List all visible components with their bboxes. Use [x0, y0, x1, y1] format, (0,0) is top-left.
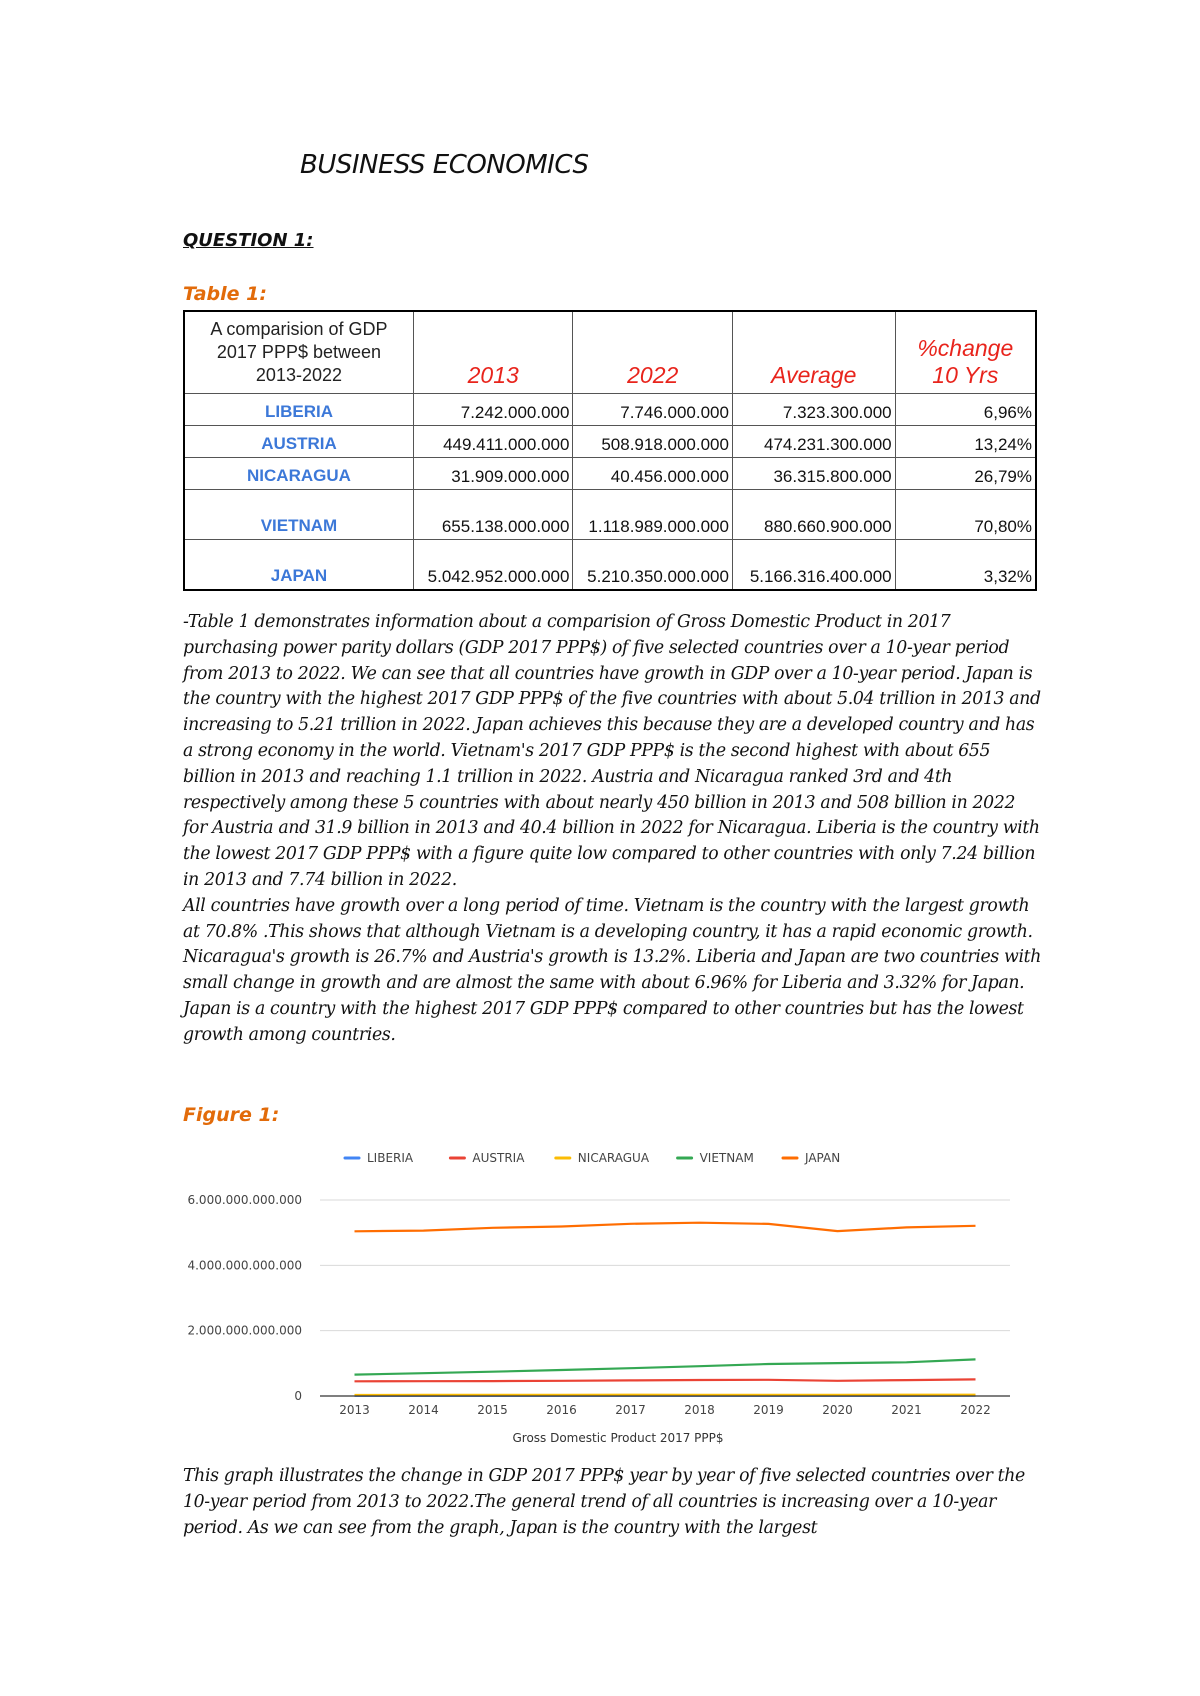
chart-legend — [345, 1151, 840, 1165]
series-line-austria — [355, 1379, 976, 1381]
value-2022-cell: 40.456.000.000 — [573, 458, 733, 490]
country-cell: AUSTRIA — [184, 426, 413, 458]
x-tick-label: 2017 — [615, 1403, 646, 1417]
pct-change-cell: 13,24% — [895, 426, 1036, 458]
x-tick-label: 2019 — [753, 1403, 784, 1417]
table-label: Table 1: — [183, 283, 267, 305]
chart-gridlines — [320, 1200, 1010, 1331]
country-cell: NICARAGUA — [184, 458, 413, 490]
average-cell: 36.315.800.000 — [732, 458, 895, 490]
figure-label: Figure 1: — [183, 1104, 280, 1126]
table-row — [184, 426, 1036, 458]
y-tick-label: 6.000.000.000.000 — [187, 1193, 302, 1207]
col-header-average: Average — [732, 311, 895, 394]
paragraph-graph-description: This graph illustrates the change in GDP 2017 PPP$ year by year of five selected countries over the 10-year period from 2013 to 2022.The general trend of all countries is increasing over a 10-year period. As we can see from the graph, Japan is the country with the largest — [183, 1466, 1025, 1538]
corner-line: 2017 PPP$ between — [216, 342, 382, 362]
x-axis-title: Gross Domestic Product 2017 PPP$ — [512, 1431, 724, 1445]
corner-line: A comparision of GDP — [210, 319, 388, 339]
table-row — [184, 394, 1036, 426]
page-title: BUSINESS ECONOMICS — [300, 150, 589, 180]
legend-label: JAPAN — [805, 1151, 841, 1165]
table-header-row — [184, 311, 1036, 394]
x-tick-label: 2022 — [960, 1403, 991, 1417]
average-cell: 474.231.300.000 — [732, 426, 895, 458]
col-header-2022: 2022 — [573, 311, 733, 394]
value-2013-cell: 655.138.000.000 — [413, 490, 573, 540]
country-cell: VIETNAM — [184, 490, 413, 540]
value-2013-cell: 31.909.000.000 — [413, 458, 573, 490]
value-2013-cell: 7.242.000.000 — [413, 394, 573, 426]
value-2022-cell: 5.210.350.000.000 — [573, 540, 733, 590]
x-tick-label: 2016 — [546, 1403, 577, 1417]
x-tick-label: 2018 — [684, 1403, 715, 1417]
pct-change-cell: 26,79% — [895, 458, 1036, 490]
chart-series — [355, 1223, 976, 1396]
col-header-pct-change — [895, 311, 1036, 394]
pct-change-cell: 6,96% — [895, 394, 1036, 426]
legend-label: VIETNAM — [699, 1151, 754, 1165]
series-line-japan — [355, 1223, 976, 1232]
gdp-table — [183, 310, 1037, 591]
paragraph-table-description: -Table 1 demonstrates information about a comparision of Gross Domestic Product in 2017 purchasing power parity dollars (GDP 2017 PPP$) of five selected countries over a 10-year period from 2013 to 2022. We can see that all countries have growth in GDP over a 10-year period. Japan is the country with the highest 2017 GDP PPP$ of the five countries with about 5.04 trillion in 2013 and increasing to 5.21 trillion in 2022. Japan achieves this because they are a developed country and has a strong economy in the world. Vietnam's 2017 GDP PPP$ is the second highest with about 655 billion in 2013 and reaching 1.1 trillion in 2022. Austria and Nicaragua ranked 3rd and 4th respectively among these 5 countries with about nearly 450 billion in 2013 and 508 billion in 2022 for Austria and 31.9 billion in 2013 and 40.4 billion in 2022 for Nicaragua. Liberia is the country with the lowest 2017 GDP PPP$ with a figure quite low compared to other countries with only 7.24 billion in 2013 and 7.74 billion in 2022. — [183, 612, 1041, 890]
question-heading: QUESTION 1: — [183, 230, 314, 251]
y-tick-label: 2.000.000.000.000 — [187, 1323, 302, 1338]
x-tick-label: 2020 — [822, 1403, 853, 1417]
pct-change-cell: 70,80% — [895, 490, 1036, 540]
table-row — [184, 458, 1036, 490]
table-row — [184, 490, 1036, 540]
value-2022-cell: 508.918.000.000 — [573, 426, 733, 458]
country-cell: JAPAN — [184, 540, 413, 590]
legend-label: AUSTRIA — [472, 1151, 525, 1165]
graph-description — [183, 1464, 1043, 1541]
country-cell: LIBERIA — [184, 394, 413, 426]
analysis-text — [183, 610, 1043, 1049]
table-row — [184, 540, 1036, 590]
paragraph-growth-analysis: All countries have growth over a long period of time. Vietnam is the country with the largest growth at 70.8% .This shows that although Vietnam is a developing country, it has a rapid economic growth. Nicaragua's growth is 26.7% and Austria's growth is 13.2%. Liberia and Japan are two countries with small change in growth and are almost the same with about 6.96% for Liberia and 3.32% for Japan. Japan is a country with the highest 2017 GDP PPP$ compared to other countries but has the lowest growth among countries. — [183, 895, 1042, 1045]
series-line-vietnam — [355, 1359, 976, 1374]
x-tick-label: 2021 — [891, 1403, 922, 1417]
average-cell: 7.323.300.000 — [732, 394, 895, 426]
value-2013-cell: 5.042.952.000.000 — [413, 540, 573, 590]
legend-label: LIBERIA — [367, 1151, 414, 1165]
average-cell: 880.660.900.000 — [732, 490, 895, 540]
value-2013-cell: 449.411.000.000 — [413, 426, 573, 458]
legend-label: NICARAGUA — [577, 1151, 650, 1165]
x-tick-label: 2015 — [477, 1403, 508, 1417]
average-cell: 5.166.316.400.000 — [732, 540, 895, 590]
value-2022-cell: 1.118.989.000.000 — [573, 490, 733, 540]
gdp-line-chart — [170, 1140, 1030, 1460]
value-2022-cell: 7.746.000.000 — [573, 394, 733, 426]
x-tick-label: 2013 — [339, 1403, 370, 1417]
chart-axes — [187, 1193, 1010, 1417]
pct-line: %change — [917, 335, 1014, 361]
table-corner-header — [184, 311, 413, 394]
corner-line: 2013-2022 — [255, 365, 343, 385]
y-tick-label: 0 — [294, 1389, 302, 1403]
pct-line: 10 Yrs — [932, 362, 999, 388]
y-tick-label: 4.000.000.000.000 — [187, 1258, 302, 1273]
col-header-2013: 2013 — [413, 311, 573, 394]
x-tick-label: 2014 — [408, 1403, 439, 1417]
pct-change-cell: 3,32% — [895, 540, 1036, 590]
